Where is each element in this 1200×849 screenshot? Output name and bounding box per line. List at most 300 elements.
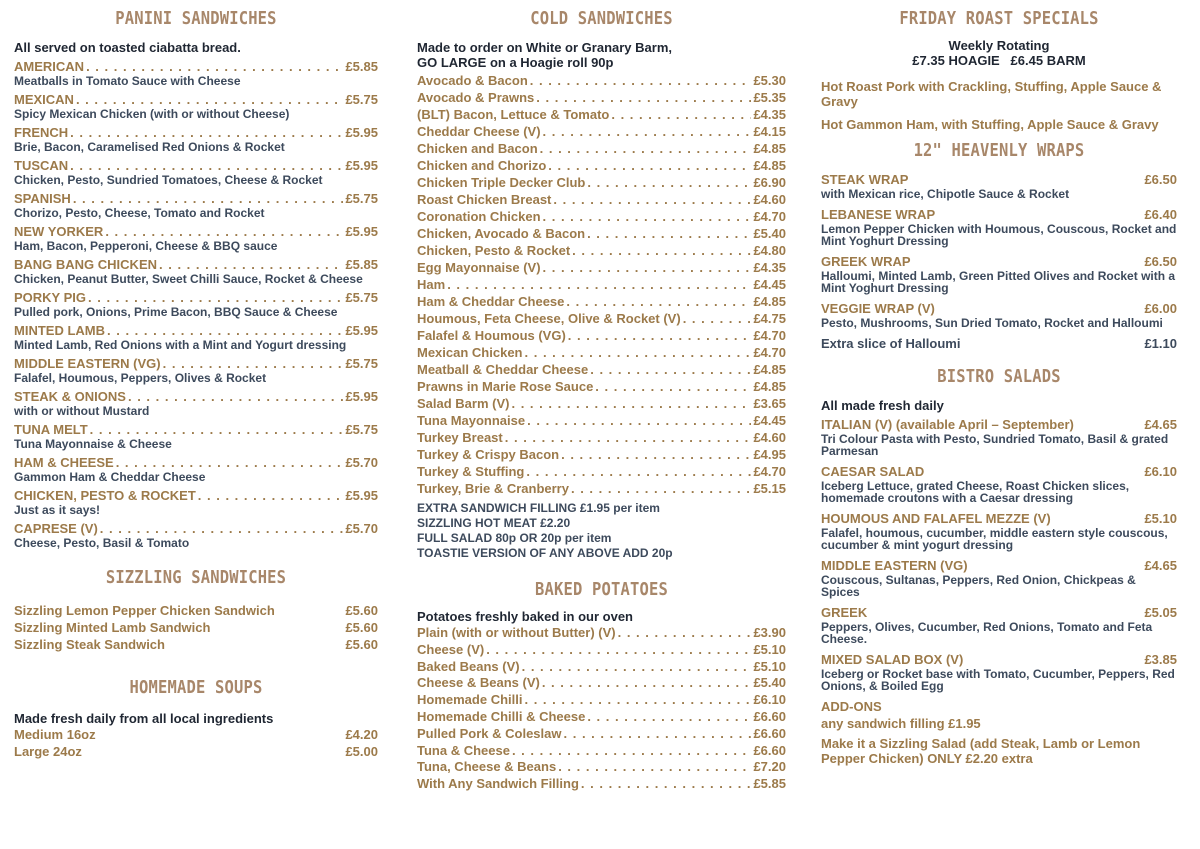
item-name: Prawns in Marie Rose Sauce xyxy=(417,379,594,394)
menu-item xyxy=(14,620,378,636)
item-name: Turkey & Crispy Bacon xyxy=(417,447,560,462)
item-leader xyxy=(511,395,751,412)
item-row xyxy=(417,759,786,775)
menu-item xyxy=(14,521,378,549)
item-price: £6.50 xyxy=(1144,254,1177,269)
item-row xyxy=(14,323,378,339)
item-description: with or without Mustard xyxy=(14,404,150,418)
item-name: Baked Beans (V) xyxy=(417,658,520,674)
item-row xyxy=(417,642,786,658)
item-price: £5.85 xyxy=(753,776,786,792)
item-row xyxy=(417,106,786,123)
extra-line: TOASTIE VERSION OF ANY ABOVE ADD 20p xyxy=(417,546,673,560)
salads-intro: All made fresh daily xyxy=(821,398,944,413)
addons-title: ADD-ONS xyxy=(821,699,882,714)
menu-item xyxy=(417,395,786,412)
item-price: £4.70 xyxy=(753,345,786,360)
menu-item xyxy=(417,259,786,276)
item-price: £6.90 xyxy=(753,175,786,190)
item-row xyxy=(14,92,378,108)
item-leader xyxy=(587,709,751,725)
menu-item xyxy=(821,417,1177,457)
item-name: STEAK WRAP xyxy=(821,172,909,187)
menu-item xyxy=(417,480,786,497)
item-name: Ham & Cheddar Cheese xyxy=(417,294,565,309)
item-price: £5.95 xyxy=(345,323,378,338)
menu-item xyxy=(417,743,786,759)
item-price: £5.75 xyxy=(345,92,378,107)
item-row xyxy=(417,675,786,691)
item-row xyxy=(417,429,786,446)
menu-item xyxy=(821,464,1177,504)
item-name: Extra slice of Halloumi xyxy=(821,336,961,351)
item-row xyxy=(417,259,786,276)
item-leader xyxy=(548,157,751,174)
menu-item xyxy=(14,455,378,483)
item-price: £5.75 xyxy=(345,290,378,305)
item-leader xyxy=(73,191,344,207)
item-row xyxy=(417,480,786,497)
menu-item xyxy=(417,709,786,725)
menu-item xyxy=(417,429,786,446)
menu-item xyxy=(821,558,1177,598)
item-name: MIDDLE EASTERN (VG) xyxy=(14,356,161,371)
item-row xyxy=(14,744,378,760)
item-row xyxy=(14,521,378,537)
item-name: MINTED LAMB xyxy=(14,323,105,338)
menu-item xyxy=(417,242,786,259)
item-name: Chicken and Chorizo xyxy=(417,158,547,173)
item-row xyxy=(417,327,786,344)
item-leader xyxy=(128,389,343,405)
menu-item xyxy=(417,174,786,191)
item-leader xyxy=(530,72,752,89)
item-price: £6.10 xyxy=(1144,464,1177,479)
item-row xyxy=(14,603,378,619)
item-leader xyxy=(116,455,344,471)
menu-item xyxy=(417,692,786,708)
menu-item xyxy=(14,389,378,417)
soups-intro: Made fresh daily from all local ingredients xyxy=(14,711,274,726)
extra-line: EXTRA SANDWICH FILLING £1.95 per item xyxy=(417,501,660,515)
item-description: Peppers, Olives, Cucumber, Red Onions, Tomato and Feta Cheese. xyxy=(821,620,1153,646)
item-name: Avocado & Prawns xyxy=(417,90,535,105)
item-description: Gammon Ham & Cheddar Cheese xyxy=(14,470,206,484)
column-right xyxy=(821,8,1177,766)
column-left xyxy=(14,8,378,761)
menu-item xyxy=(821,172,1177,200)
roast-list xyxy=(821,79,1177,132)
potatoes-title: BAKED POTATOES xyxy=(535,579,668,600)
menu-item xyxy=(417,140,786,157)
item-name: Chicken Triple Decker Club xyxy=(417,175,586,190)
menu-item xyxy=(417,276,786,293)
item-price: £5.95 xyxy=(345,389,378,404)
item-row xyxy=(821,511,1177,527)
item-row xyxy=(417,140,786,157)
item-description: Tuna Mayonnaise & Cheese xyxy=(14,437,172,451)
roast-item: Hot Gammon Ham, with Stuffing, Apple Sauce & Gravy xyxy=(821,117,1159,132)
menu-item xyxy=(14,488,378,516)
item-leader xyxy=(536,89,751,106)
item-leader xyxy=(571,480,751,497)
item-leader xyxy=(618,625,752,641)
item-price: £4.95 xyxy=(753,447,786,462)
menu-item xyxy=(821,511,1177,551)
soups-title: HOMEMADE SOUPS xyxy=(129,677,263,698)
item-price: £6.10 xyxy=(753,692,786,708)
item-price: £4.65 xyxy=(1144,558,1177,573)
item-leader xyxy=(524,692,751,708)
item-leader xyxy=(572,242,751,259)
menu-item xyxy=(821,605,1177,645)
item-name: Cheese & Beans (V) xyxy=(417,675,540,691)
item-price: £5.30 xyxy=(753,73,786,88)
item-description: Ham, Bacon, Pepperoni, Cheese & BBQ sauce xyxy=(14,239,278,253)
extra-line: FULL SALAD 80p OR 20p per item xyxy=(417,531,612,545)
item-name: CAPRESE (V) xyxy=(14,521,98,536)
item-leader xyxy=(159,257,343,273)
item-row xyxy=(821,464,1177,480)
item-description: Chicken, Peanut Butter, Sweet Chilli Sauce, Rocket & Cheese xyxy=(14,272,363,286)
item-row xyxy=(14,125,378,141)
item-name: MEXICAN xyxy=(14,92,74,107)
item-row xyxy=(14,356,378,372)
item-price: £1.10 xyxy=(1144,336,1177,351)
item-name: Turkey, Brie & Cranberry xyxy=(417,481,569,496)
item-price: £5.75 xyxy=(345,422,378,437)
menu-item xyxy=(14,744,378,760)
item-leader xyxy=(543,208,752,225)
item-description: Pesto, Mushrooms, Sun Dried Tomato, Rocket and Halloumi xyxy=(821,316,1163,330)
item-description: Pulled pork, Onions, Prime Bacon, BBQ Sauce & Cheese xyxy=(14,305,338,319)
item-row xyxy=(417,174,786,191)
item-leader xyxy=(107,323,343,339)
menu-item xyxy=(14,323,378,351)
item-price: £5.95 xyxy=(345,158,378,173)
wraps-title: 12" HEAVENLY WRAPS xyxy=(913,140,1085,161)
cold-title: COLD SANDWICHES xyxy=(530,8,673,29)
item-price: £4.70 xyxy=(753,209,786,224)
item-leader xyxy=(611,106,751,123)
item-price: £5.05 xyxy=(1144,605,1177,620)
item-price: £4.80 xyxy=(753,243,786,258)
column-middle xyxy=(417,8,786,793)
item-price: £5.95 xyxy=(345,125,378,140)
item-leader xyxy=(70,125,343,141)
item-leader xyxy=(100,521,344,537)
item-leader xyxy=(540,140,752,157)
item-price: £4.70 xyxy=(753,464,786,479)
item-price: £4.35 xyxy=(753,107,786,122)
item-name: ITALIAN (V) (available April – September) xyxy=(821,417,1074,432)
item-name: Chicken, Pesto & Rocket xyxy=(417,243,571,258)
item-row xyxy=(417,157,786,174)
item-leader xyxy=(543,123,752,140)
menu-item xyxy=(417,412,786,429)
item-row xyxy=(14,290,378,306)
item-price: £5.85 xyxy=(345,257,378,272)
item-name: Houmous, Feta Cheese, Olive & Rocket (V) xyxy=(417,311,681,326)
item-name: Homemade Chilli & Cheese xyxy=(417,708,586,724)
item-leader xyxy=(568,327,752,344)
item-row xyxy=(14,727,378,743)
cold-intro-1: Made to order on White or Granary Barm, xyxy=(417,40,672,55)
menu-item xyxy=(417,776,786,792)
item-row xyxy=(417,276,786,293)
item-price: £6.00 xyxy=(1144,301,1177,316)
item-price: £4.85 xyxy=(753,379,786,394)
menu-item xyxy=(14,224,378,252)
roast-item: Hot Roast Pork with Crackling, Stuffing, Apple Sauce & Gravy xyxy=(821,79,1162,109)
item-row xyxy=(14,158,378,174)
item-row xyxy=(417,208,786,225)
item-row xyxy=(821,605,1177,621)
item-row xyxy=(417,446,786,463)
sizzle-salad-text: Make it a Sizzling Salad (add Steak, Lamb or Lemon Pepper Chicken) ONLY £2.20 extra xyxy=(821,736,1141,766)
item-price: £5.60 xyxy=(345,603,378,618)
item-row xyxy=(14,191,378,207)
menu-item xyxy=(417,191,786,208)
menu-item xyxy=(14,59,378,87)
menu-item xyxy=(821,254,1177,294)
item-row xyxy=(417,344,786,361)
item-row xyxy=(417,659,786,675)
item-row xyxy=(821,652,1177,668)
item-row xyxy=(417,692,786,708)
item-name: GREEK xyxy=(821,605,868,620)
item-name: MIXED SALAD BOX (V) xyxy=(821,652,964,667)
item-description: Couscous, Sultanas, Peppers, Red Onion, Chickpeas & Spices xyxy=(821,573,1136,599)
item-leader xyxy=(512,743,752,759)
item-name: Chicken and Bacon xyxy=(417,141,538,156)
item-row xyxy=(417,242,786,259)
item-leader xyxy=(505,429,752,446)
item-leader xyxy=(527,412,751,429)
item-name: TUSCAN xyxy=(14,158,69,173)
item-leader xyxy=(587,225,751,242)
item-name: Salad Barm (V) xyxy=(417,396,510,411)
menu-item xyxy=(417,446,786,463)
extra-line: SIZZLING HOT MEAT £2.20 xyxy=(417,516,571,530)
item-name: Sizzling Steak Sandwich xyxy=(14,637,165,652)
item-price: £4.35 xyxy=(753,260,786,275)
item-name: Cheese (V) xyxy=(417,641,485,657)
addons-text: any sandwich filling £1.95 xyxy=(821,716,981,731)
item-price: £6.40 xyxy=(1144,207,1177,222)
item-name: CHICKEN, PESTO & ROCKET xyxy=(14,488,196,503)
item-description: Meatballs in Tomato Sauce with Cheese xyxy=(14,74,241,88)
item-leader xyxy=(163,356,344,372)
item-name: Chicken, Avocado & Bacon xyxy=(417,226,586,241)
item-price: £5.40 xyxy=(753,226,786,241)
menu-item xyxy=(14,727,378,743)
item-row xyxy=(821,417,1177,433)
potatoes-intro: Potatoes freshly baked in our oven xyxy=(417,609,633,624)
item-name: HOUMOUS AND FALAFEL MEZZE (V) xyxy=(821,511,1051,526)
wraps-list xyxy=(821,172,1177,329)
item-name: Roast Chicken Breast xyxy=(417,192,552,207)
item-name: NEW YORKER xyxy=(14,224,104,239)
item-name: Turkey & Stuffing xyxy=(417,464,525,479)
menu-item xyxy=(417,157,786,174)
menu-item xyxy=(417,208,786,225)
item-price: £4.75 xyxy=(753,311,786,326)
roast-intro-1: Weekly Rotating xyxy=(948,38,1050,53)
panini-title: PANINI SANDWICHES xyxy=(115,8,277,29)
salads-list xyxy=(821,417,1177,692)
menu-item xyxy=(14,191,378,219)
menu-item xyxy=(821,652,1177,692)
item-name: PORKY PIG xyxy=(14,290,87,305)
menu-item xyxy=(14,356,378,384)
item-description: Cheese, Pesto, Basil & Tomato xyxy=(14,536,190,550)
item-price: £5.15 xyxy=(753,481,786,496)
item-price: £6.60 xyxy=(753,725,786,741)
menu-item xyxy=(417,726,786,742)
item-name: Falafel & Houmous (VG) xyxy=(417,328,566,343)
item-row xyxy=(417,709,786,725)
item-name: Mexican Chicken xyxy=(417,345,523,360)
item-price: £4.70 xyxy=(753,328,786,343)
item-name: AMERICAN xyxy=(14,59,85,74)
item-price: £5.70 xyxy=(345,521,378,536)
item-row xyxy=(417,361,786,378)
item-name: BANG BANG CHICKEN xyxy=(14,257,157,272)
item-description: with Mexican rice, Chipotle Sauce & Rocket xyxy=(821,187,1070,201)
item-name: Plain (with or without Butter) (V) xyxy=(417,625,616,640)
item-price: £4.15 xyxy=(753,124,786,139)
item-price: £4.85 xyxy=(753,141,786,156)
item-price: £5.40 xyxy=(753,675,786,691)
item-description: Chorizo, Pesto, Cheese, Tomato and Rocket xyxy=(14,206,265,220)
item-price: £4.85 xyxy=(753,294,786,309)
item-row xyxy=(14,224,378,240)
item-row xyxy=(417,225,786,242)
item-leader xyxy=(90,422,344,438)
item-leader xyxy=(564,726,752,742)
item-row xyxy=(821,207,1177,223)
item-leader xyxy=(553,191,751,208)
halloumi-extra xyxy=(821,336,1177,352)
item-name: SPANISH xyxy=(14,191,71,206)
item-name: Coronation Chicken xyxy=(417,209,541,224)
item-row xyxy=(417,463,786,480)
item-price: £4.85 xyxy=(753,362,786,377)
menu-item xyxy=(417,327,786,344)
potatoes-list xyxy=(417,625,786,792)
item-price: £5.10 xyxy=(753,641,786,657)
menu-item xyxy=(821,207,1177,247)
item-leader xyxy=(486,642,751,658)
cold-extras xyxy=(417,501,786,561)
item-row xyxy=(417,726,786,742)
item-price: £5.75 xyxy=(345,356,378,371)
item-price: £5.70 xyxy=(345,455,378,470)
item-name: Tuna Mayonnaise xyxy=(417,413,526,428)
item-leader xyxy=(558,759,751,775)
item-row xyxy=(14,637,378,653)
cold-intro-2: GO LARGE on a Hoagie roll 90p xyxy=(417,55,614,70)
item-row xyxy=(821,558,1177,574)
item-leader xyxy=(447,276,751,293)
menu-item xyxy=(417,89,786,106)
salads-title: BISTRO SALADS xyxy=(937,366,1061,387)
item-leader xyxy=(590,361,751,378)
menu-item xyxy=(417,106,786,123)
item-name: FRENCH xyxy=(14,125,69,140)
menu-item xyxy=(417,293,786,310)
item-description: Falafel, houmous, cucumber, middle eastern style couscous, cucumber & mint yogurt dressing xyxy=(821,526,1168,552)
item-leader xyxy=(595,378,751,395)
item-description: Spicy Mexican Chicken (with or without Cheese) xyxy=(14,107,290,121)
item-price: £3.90 xyxy=(753,625,786,640)
menu-item xyxy=(14,257,378,285)
item-description: Halloumi, Minted Lamb, Green Pitted Olives and Rocket with a Mint Yoghurt Dressing xyxy=(821,269,1176,295)
item-leader xyxy=(526,463,751,480)
item-price: £5.85 xyxy=(345,59,378,74)
item-leader xyxy=(543,259,752,276)
item-description: Iceberg or Rocket base with Tomato, Cucumber, Peppers, Red Onions, & Boiled Egg xyxy=(821,667,1175,693)
item-name: STEAK & ONIONS xyxy=(14,389,126,404)
item-price: £6.60 xyxy=(753,742,786,758)
item-row xyxy=(417,191,786,208)
menu-item xyxy=(417,344,786,361)
menu-item xyxy=(14,92,378,120)
item-price: £5.95 xyxy=(345,224,378,239)
item-price: £4.65 xyxy=(1144,417,1177,432)
item-leader xyxy=(587,174,751,191)
item-name: Egg Mayonnaise (V) xyxy=(417,260,541,275)
item-name: Homemade Chilli xyxy=(417,692,523,708)
menu-item xyxy=(14,290,378,318)
item-row xyxy=(14,620,378,636)
item-leader xyxy=(76,92,344,108)
item-row xyxy=(821,254,1177,270)
item-row xyxy=(14,455,378,471)
item-leader xyxy=(561,446,751,463)
menu-item xyxy=(417,378,786,395)
menu-item xyxy=(14,603,378,619)
menu-item xyxy=(14,637,378,653)
item-leader xyxy=(566,293,751,310)
item-name: Medium 16oz xyxy=(14,727,96,742)
item-name: Cheddar Cheese (V) xyxy=(417,124,541,139)
item-price: £5.95 xyxy=(345,488,378,503)
item-price: £7.20 xyxy=(753,759,786,775)
item-price: £4.60 xyxy=(753,192,786,207)
item-name: Tuna, Cheese & Beans xyxy=(417,759,557,775)
item-description: Tri Colour Pasta with Pesto, Sundried Tomato, Basil & grated Parmesan xyxy=(821,432,1169,458)
menu-item xyxy=(417,225,786,242)
item-row xyxy=(417,72,786,89)
item-name: Sizzling Minted Lamb Sandwich xyxy=(14,620,211,635)
item-row xyxy=(417,395,786,412)
item-price: £5.10 xyxy=(1144,511,1177,526)
menu-item xyxy=(14,158,378,186)
item-price: £4.20 xyxy=(345,727,378,742)
roast-intro-2: £7.35 HOAGIE £6.45 BARM xyxy=(912,53,1086,68)
item-row xyxy=(417,310,786,327)
item-price: £4.60 xyxy=(753,430,786,445)
item-row xyxy=(14,488,378,504)
menu-item xyxy=(821,301,1177,329)
item-name: Pulled Pork & Coleslaw xyxy=(417,725,562,741)
item-leader xyxy=(198,488,344,504)
item-description: Minted Lamb, Red Onions with a Mint and Yogurt dressing xyxy=(14,338,347,352)
item-row xyxy=(417,776,786,792)
item-price: £6.60 xyxy=(753,708,786,724)
